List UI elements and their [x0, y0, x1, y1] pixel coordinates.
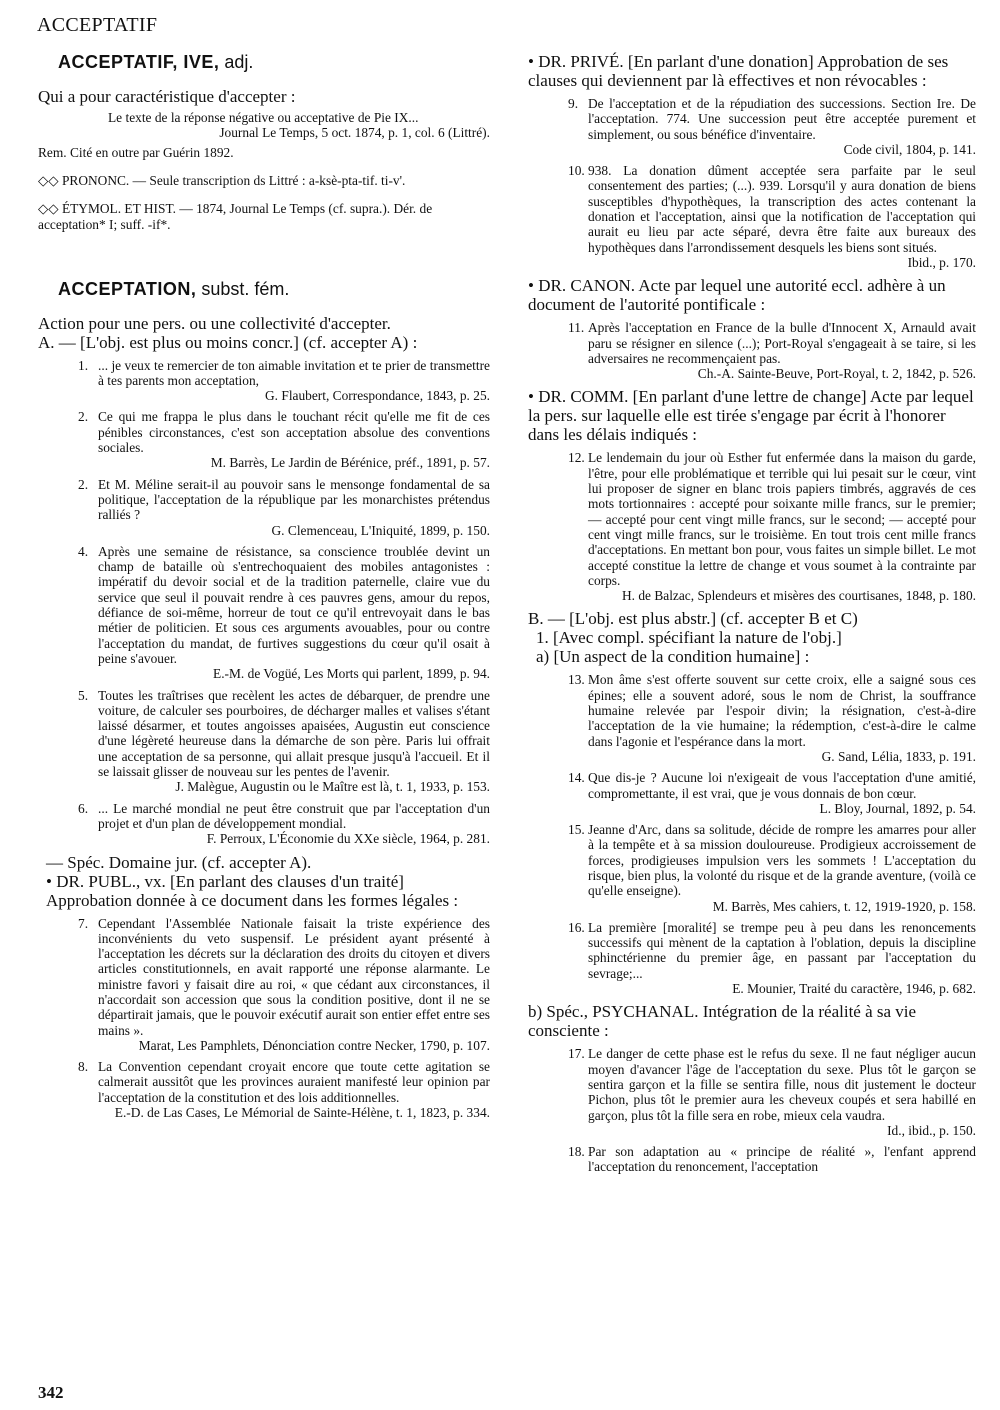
citation-text: Après l'acceptation en France de la bulle d'Innocent X, Arnauld avait paru se résigner en silence (...); Port-Royal s'engageait à se taire, si les adversaires ne recommençaient pas. — [588, 320, 976, 366]
citation-source: Id., ibid., p. 150. — [887, 1122, 976, 1138]
right-column — [528, 52, 976, 1175]
citation-source: E. Mounier, Traité du caractère, 1946, p. 682. — [732, 981, 976, 997]
citation-source: M. Barrès, Le Jardin de Bérénice, préf., 1891, p. 57. — [210, 455, 490, 471]
citation-source: F. Perroux, L'Économie du XXe siècle, 1964, p. 281. — [206, 831, 490, 847]
citation-source: L. Bloy, Journal, 1892, p. 54. — [819, 800, 976, 816]
dr-prive-heading: • DR. PRIVÉ. [En parlant d'une donation] Approbation de ses clauses qui deviennent par là effectives et non révocables : — [528, 52, 949, 90]
quotes-b1b — [528, 1046, 976, 1174]
citation — [528, 672, 976, 764]
citation-text: ... je veux te remercier de ton aimable invitation et te prier de transmettre à tes parents mon acceptation, — [98, 357, 490, 388]
citation-source: Code civil, 1804, p. 141. — [843, 141, 976, 157]
citation-number: 18. — [568, 1144, 585, 1160]
citation-text: Ce qui me frappa le plus dans le touchant récit qu'elle me fit de ces pénibles circonstances, c'est son acceptation absolue des conventions sociales. — [98, 409, 490, 456]
citation-text: Toutes les traîtrises que recèlent les actes de débarquer, de prendre une voiture, de calculer ses pourboires, de décharger malles et valises s'étant laissé désarmer, et toutes angoisses apaisées, Augustin eut conscience d'une légèreté heureuse dans la démarche de son père. Paris lui offrait une acceptation de sa personne, qui allait presque jusqu'à l'accueil. Et il se laissait glisser de nouveau sur les pentes de l'avenir. — [98, 687, 490, 780]
citation-text: La première [moralité] se trempe peu à peu dans les renoncements successifs qui mènent de la captation à l'oblation, depuis la discipline sphinctérienne du premier âge, en passant par l'acceptation du sevrage;... — [588, 919, 976, 981]
citation — [38, 544, 490, 682]
section-b1b-heading: b) Spéc., PSYCHANAL. Intégration de la réalité à sa vie consciente : — [528, 1002, 917, 1041]
citation — [528, 1144, 976, 1175]
citation-source: J. Malègue, Augustin ou le Maître est là, t. 1, 1933, p. 153. — [175, 779, 490, 795]
acceptation-headword — [58, 279, 490, 300]
running-header: ACCEPTATIF — [37, 14, 158, 36]
citation-text: Que dis-je ? Aucune loi n'exigeait de vous l'acceptation d'une amitié, compromettante, il est vrai, que je vous donnais de bon cœur. — [588, 770, 976, 801]
citation-text: La Convention cependant croyait encore que toute cette agitation se calmerait aussitôt que les provinces auraient manifesté leur opinion par l'acceptation de la constitution et des lois additionnelles. — [98, 1059, 490, 1105]
citation — [528, 96, 976, 157]
citation — [38, 801, 490, 847]
acceptatif-etymology: ◇◇ ÉTYMOL. ET HIST. — 1874, Journal Le Temps (cf. supra.). Dér. de acceptation* I; suff. -if*. — [38, 200, 433, 232]
dr-publ-heading: • DR. PUBL., vx. [En parlant des clauses d'un traité] Approbation donnée à ce document dans les formes légales : — [46, 871, 459, 910]
citation — [528, 450, 976, 603]
citation-text: Par son adaptation au « principe de réalité », l'enfant apprend l'acceptation du renoncement, l'acceptation — [588, 1144, 976, 1175]
section-b1-heading: 1. [Avec compl. spécifiant la nature de l'obj.] — [536, 628, 842, 648]
dr-comm-heading: • DR. COMM. [En parlant d'une lettre de change] Acte par lequel la pers. sur laquelle elle est tirée s'engage par écrit à l'honorer dans les délais indiqués : — [528, 387, 974, 445]
quotes-dr-canon — [528, 320, 976, 381]
citation — [38, 477, 490, 538]
citation-source: E.-D. de Las Cases, Le Mémorial de Sainte-Hélène, t. 1, 1823, p. 334. — [114, 1105, 490, 1121]
page-number: 342 — [38, 1383, 64, 1402]
acceptatif-pronunciation: ◇◇ PRONONC. — Seule transcription ds Littré : a-ksè-pta-tif. ti-v'. — [38, 172, 406, 188]
acceptatif-remark: Rem. Cité en outre par Guérin 1892. — [38, 144, 234, 160]
citation-text: Après une semaine de résistance, sa conscience troublée devint un champ de bataille où s'entrechoquaient des mobiles antagonistes : impératif du devoir social et de la tradition paternelle, claire vue du service que seul il pouvait rendre à ces pauvres gens, amour du repos, défiance de soi-même, horreur de tout ce qu'il entrevoyait dans le bas métier de politicien. Et sous ces arguments avouables, pour ou contre l'acceptation du mandat, de furtives suggestions du cœur qu'il osait à peine s'avouer. — [98, 543, 490, 666]
citation — [38, 1059, 490, 1120]
citation-source: M. Barrès, Mes cahiers, t. 12, 1919-1920, p. 158. — [712, 898, 976, 914]
left-column — [38, 52, 490, 1120]
citation-text: Le lendemain du jour où Esther fut enfermée dans la maison du garde, l'être, pour elle problématique et terrible qui lui pesait sur le cœur, vint lui proposer de signer en blanc trois papiers timbrés, aggravés de ces mots tortionnaires : accepté pour soixante mille francs, sur le premier; — accepté pour cent vingt mille francs, sur le second; — accepté pour cent vingt mille francs, sur le troisième. En tout trois cent mille francs d'acceptations. En mettant bon pour, vous faites un simple billet. Le mot accepté constitue la lettre de change et vous soumet à la contrainte par corps. — [588, 450, 976, 588]
quotes-b1a — [528, 672, 976, 996]
citation-text: ... Le marché mondial ne peut être construit que par l'acceptation d'un projet et d'un plan de développement mondial. — [98, 800, 490, 831]
citation-source: E.-M. de Vogüé, Les Morts qui parlent, 1899, p. 94. — [213, 666, 490, 682]
citation-source: H. de Balzac, Splendeurs et misères des courtisanes, 1848, p. 180. — [621, 588, 976, 604]
citation — [528, 822, 976, 914]
citation-text: Mon âme s'est offerte souvent sur cette croix, elle a saigné sous ces épines; elle a souvent adoré, sous le nom de Christ, la souffrance humaine relevée par l'espoir divin; la résignation, c'est-à-dire l'acceptation de la vie humaine; la rédemption, c'est-à-dire le calme dans l'agonie et l'espérance dans la mort. — [588, 672, 976, 749]
section-b1a-heading: a) [Un aspect de la condition humaine] : — [536, 647, 810, 667]
citation-number: 9. — [568, 96, 579, 111]
citation-number: 2. — [78, 476, 89, 492]
citation-number: 1. — [78, 357, 89, 373]
acceptatif-headword — [58, 52, 490, 73]
citation-text: Cependant l'Assemblée Nationale faisait la triste expérience des inconvénients du veto suspensif. Le président ayant présenté à l'acceptation les décrets sur la déclaration des droits du citoyen et divers articles constitutionnels, en avait rapporté une réponse alarmante. Le ministre favori y faisait dire au roi, « que cédant aux circonstances, il n'accordait son accession que sous la condition positive, dont il ne se départirait jamais, que le pouvoir exécutif aurait son entier effet entre ses mains ». — [98, 915, 490, 1038]
citation-number: 6. — [78, 800, 89, 816]
citation-source: G. Flaubert, Correspondance, 1843, p. 25. — [265, 388, 490, 404]
citation-number: 15. — [568, 822, 585, 838]
citation-number: 13. — [568, 672, 585, 688]
citation-number: 8. — [78, 1059, 89, 1075]
citation-number: 7. — [78, 915, 89, 931]
citation-number: 5. — [78, 687, 89, 703]
acceptation-pos: subst. fém. — [201, 278, 290, 299]
citation — [38, 916, 490, 1054]
citation — [528, 770, 976, 816]
citation-number: 17. — [568, 1046, 585, 1062]
quotes-dr-prive — [528, 96, 976, 270]
citation-number: 4. — [78, 543, 89, 559]
citation-text: De l'acceptation et de la répudiation des successions. Section Ire. De l'acceptation. 774. Une succession peut être acceptée purement et simplement, ou sous bénéfice d'inventaire. — [588, 96, 976, 142]
acceptatif-pos: adj. — [224, 52, 254, 72]
citation-number: 12. — [568, 450, 585, 466]
acceptation-headword-text: ACCEPTATION, — [58, 278, 197, 299]
citation-text: 938. La donation dûment acceptée sera parfaite par le seul consentement des parties; (...). 939. Lorsqu'il y aura donation de biens susceptibles d'hypothèques, la transcription des actes contenant la donation et l'acceptation, ainsi que la notification de l'acceptation qui aurait eu lieu par acte séparé, devra être faite aux bureaux des hypothèques dans l'arrondissement desquels les biens sont situés. — [588, 163, 976, 255]
citation — [38, 409, 490, 470]
acceptatif-headword-text: ACCEPTATIF, IVE, — [58, 52, 220, 72]
citation-number: 11. — [568, 320, 585, 336]
citation-source: G. Clemenceau, L'Iniquité, 1899, p. 150. — [271, 522, 490, 538]
citation — [528, 163, 976, 270]
citation-source: Marat, Les Pamphlets, Dénonciation contre Necker, 1790, p. 107. — [138, 1037, 490, 1053]
acceptatif-quote-source: Journal Le Temps, 5 oct. 1874, p. 1, col. 6 (Littré). — [219, 125, 490, 141]
citation-number: 14. — [568, 770, 585, 786]
section-b-heading: B. — [L'obj. est plus abstr.] (cf. accepter B et C) — [528, 609, 858, 629]
quotes-section-a — [38, 358, 490, 847]
citation-text: Et M. Méline serait-il au pouvoir sans le mensonge fondamental de sa politique, l'acceptation de la république par les monarchistes prétendus ralliés ? — [98, 476, 490, 523]
acceptatif-definition: Qui a pour caractéristique d'accepter : — [38, 87, 296, 106]
citation-source: G. Sand, Lélia, 1833, p. 191. — [821, 748, 976, 764]
citation — [38, 358, 490, 404]
acceptatif-quote-text: Le texte de la réponse négative ou acceptative de Pie IX... — [108, 110, 419, 125]
quotes-dr-publ — [38, 916, 490, 1121]
citation-number: 2. — [78, 409, 89, 425]
acceptatif-quote — [38, 110, 490, 141]
citation-source: Ibid., p. 170. — [907, 254, 976, 270]
citation-number: 10. — [568, 163, 585, 179]
citation-number: 16. — [568, 919, 585, 935]
citation — [528, 320, 976, 381]
dr-canon-heading: • DR. CANON. Acte par lequel une autorité eccl. adhère à un document de l'autorité pontificale : — [528, 276, 946, 315]
citation — [528, 1046, 976, 1138]
citation — [528, 920, 976, 996]
citation-text: Le danger de cette phase est le refus du sexe. Il ne faut négliger aucun moyen d'avancer l'âge de l'acceptation du sexe. Plus tôt le garçon se sentira garçon et la fille se sentira fille, nous dit justement le docteur Pichon, plus tôt le premier aura les cheveux coupés et sera habillé en garçon, plus tôt la fille sera en robe, mieux cela vaudra. — [588, 1046, 976, 1123]
citation — [38, 688, 490, 795]
citation-source: Ch.-A. Sainte-Beuve, Port-Royal, t. 2, 1842, p. 526. — [697, 366, 976, 382]
quotes-dr-comm — [528, 450, 976, 603]
section-a-heading: A. — [L'obj. est plus ou moins concr.] (cf. accepter A) : — [38, 332, 418, 352]
acceptation-definition: Action pour une pers. ou une collectivité d'accepter. — [38, 313, 391, 333]
citation-text: Jeanne d'Arc, dans sa solitude, décide de rompre les amarres pour aller à la tempête et à sa mission douloureuse. Prodigieux accroissement de forces, prodigieuses impulsion vers les sommets ! L'acceptation du risque, bien plus, la volonté du risque et de la grande aventure, (voilà ce qu'elle enseigne). — [588, 822, 976, 899]
spec-jur-heading: — Spéc. Domaine jur. (cf. accepter A). — [46, 852, 312, 872]
